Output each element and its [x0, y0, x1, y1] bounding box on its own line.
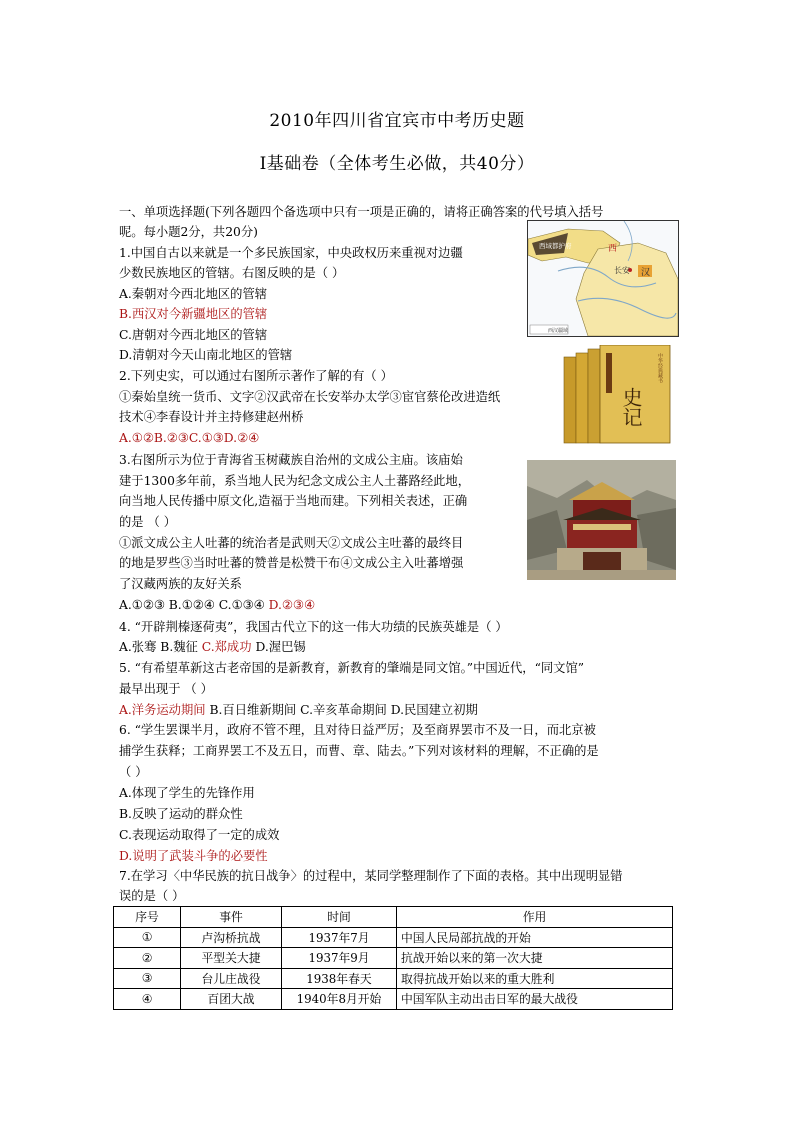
map-region-label: 西域都护府	[539, 242, 572, 250]
header-index: 序号	[114, 907, 181, 928]
table-row	[114, 989, 673, 1010]
cell-event: 百团大战	[181, 989, 282, 1010]
q3-line3: 向当地人民传播中原文化,造福于当地而建。下列相关表述，正确	[119, 494, 468, 508]
cell-time: 1937年7月	[282, 927, 397, 948]
map-caption: 西汉疆域	[548, 328, 569, 334]
page-subtitle: Ⅰ基础卷（全体考生必做，共40分）	[259, 154, 535, 174]
shiji-book-figure	[562, 345, 672, 447]
cell-event: 平型关大捷	[181, 948, 282, 969]
q6-stem-line2: 捕学生获释；工商界罢工不及五日，而曹、章、陆去。”下列对该材料的理解，不正确的是	[119, 744, 599, 758]
book-illustration	[562, 345, 672, 447]
q4-stem: 4. “开辟荆榛逐荷夷”，我国古代立下的这一伟大功绩的民族英雄是（ ）	[119, 620, 508, 634]
q6-option-b: B.反映了运动的群众性	[119, 807, 243, 821]
cell-effect: 取得抗战开始以来的重大胜利	[397, 968, 673, 989]
q2-options-line1: ①秦始皇统一货币、文字②汉武帝在长安举办太学③宦官蔡伦改进造纸	[119, 390, 501, 404]
cell-event: 卢沟桥抗战	[181, 927, 282, 948]
map-label-xi: 西	[608, 244, 618, 254]
cell-time: 1937年9月	[282, 948, 397, 969]
cell-time: 1938年春天	[282, 968, 397, 989]
q1-option-a: A.秦朝对今西北地区的管辖	[119, 287, 268, 301]
q4-answers: A.张骞 B.魏征 C.郑成功 D.渥巴锡	[119, 640, 306, 654]
q6-option-d: D.说明了武装斗争的必要性	[119, 849, 268, 863]
q6-option-c: C.表现运动取得了一定的成效	[119, 828, 280, 842]
book-title: 史记	[619, 387, 643, 427]
correct-answer-highlight: D.②③④	[268, 598, 315, 612]
cell-index: ①	[114, 927, 181, 948]
q3-line5: ①派文成公主人吐蕃的统治者是武则天②文成公主吐蕃的最终目	[119, 536, 464, 550]
cell-time: 1940年8月开始	[282, 989, 397, 1010]
q5-stem-line1: 5. “有希望革新这古老帝国的是新教育，新教育的肇端是同文馆。”中国近代，“同文馆”	[119, 661, 585, 675]
cell-effect: 中国人民局部抗战的开始	[397, 927, 673, 948]
q5-answers: A.洋务运动期间 B.百日维新期间 C.辛亥革命期间 D.民国建立初期	[119, 703, 478, 717]
q7-stem-line1: 7.在学习〈中华民族的抗日战争〉的过程中，某同学整理制作了下面的表格。其中出现明显错	[119, 869, 623, 883]
q7-stem-line2: 误的是（ ）	[119, 889, 185, 903]
table-row	[114, 968, 673, 989]
table-header-row	[114, 907, 673, 928]
map-label-changan: 长安	[614, 266, 630, 275]
map-label-han: 汉	[641, 268, 651, 278]
temple-illustration	[527, 460, 676, 580]
table-row	[114, 948, 673, 969]
section-heading-line1: 一、单项选择题(下列各题四个备选项中只有一项是正确的，请将正确答案的代号填入括号	[119, 205, 604, 219]
book-series: 中华经典藏书	[657, 353, 663, 383]
correct-answer-highlight: A.洋务运动期间	[119, 703, 206, 717]
q1-option-c: C.唐朝对今西北地区的管辖	[119, 328, 268, 342]
q6-option-a: A.体现了学生的先锋作用	[119, 786, 255, 800]
cell-index: ②	[114, 948, 181, 969]
q3-answers-text: A.①②③ B.①②④ C.①③④ D.②③④	[119, 598, 315, 612]
header-time: 时间	[282, 907, 397, 928]
correct-answer-highlight: C.郑成功	[201, 640, 252, 654]
cell-effect: 抗战开始以来的第一次大捷	[397, 948, 673, 969]
q3-line4: 的是 （ ）	[119, 515, 177, 529]
header-effect: 作用	[397, 907, 673, 928]
q5-stem-line2: 最早出现于 （ ）	[119, 682, 213, 696]
cell-event: 台儿庄战役	[181, 968, 282, 989]
q3-line1: 3.右图所示为位于青海省玉树藏族自治州的文成公主庙。该庙始	[119, 453, 463, 467]
q3-line2: 建于1300多年前，系当地人民为纪念文成公主人土蕃路经此地，	[119, 474, 471, 488]
cell-index: ④	[114, 989, 181, 1010]
q2-options-line2: 技术④李春设计并主持修建赵州桥	[119, 410, 304, 424]
header-event: 事件	[181, 907, 282, 928]
cell-index: ③	[114, 968, 181, 989]
q2-stem: 2.下列史实，可以通过右图所示著作了解的有（ ）	[119, 369, 393, 383]
q1-stem-line2: 少数民族地区的管辖。右图反映的是（ ）	[119, 266, 345, 280]
map-illustration	[528, 221, 678, 336]
table-row	[114, 927, 673, 948]
q6-stem-line1: 6. “学生罢课半月，政府不管不理，且对待日益严厉；及至商界罢市不及一日，而北京被	[119, 723, 596, 737]
q1-stem-line1: 1.中国自古以来就是一个多民族国家，中央政权历来重视对边疆	[119, 246, 463, 260]
q6-stem-line3: （ ）	[119, 765, 148, 779]
section-heading-line2: 呢。每小题2分，共20分)	[119, 225, 258, 239]
han-map-figure	[527, 220, 679, 337]
events-table	[113, 906, 673, 1010]
q3-line7: 了汉藏两族的友好关系	[119, 577, 242, 591]
q3-answers	[119, 595, 315, 616]
q3-line6: 的地是罗些③当时吐蕃的赞普是松赞干布④文成公主入吐蕃增强	[119, 556, 464, 570]
temple-photo	[527, 460, 676, 580]
page-title: 2010年四川省宜宾市中考历史题	[269, 111, 525, 131]
q1-option-b: B.西汉对今新疆地区的管辖	[119, 307, 268, 321]
cell-effect: 中国军队主动出击日军的最大战役	[397, 989, 673, 1010]
q2-answers: A.①②B.②③C.①③D.②④	[119, 431, 260, 445]
q1-option-d: D.清朝对今天山南北地区的管辖	[119, 348, 293, 362]
